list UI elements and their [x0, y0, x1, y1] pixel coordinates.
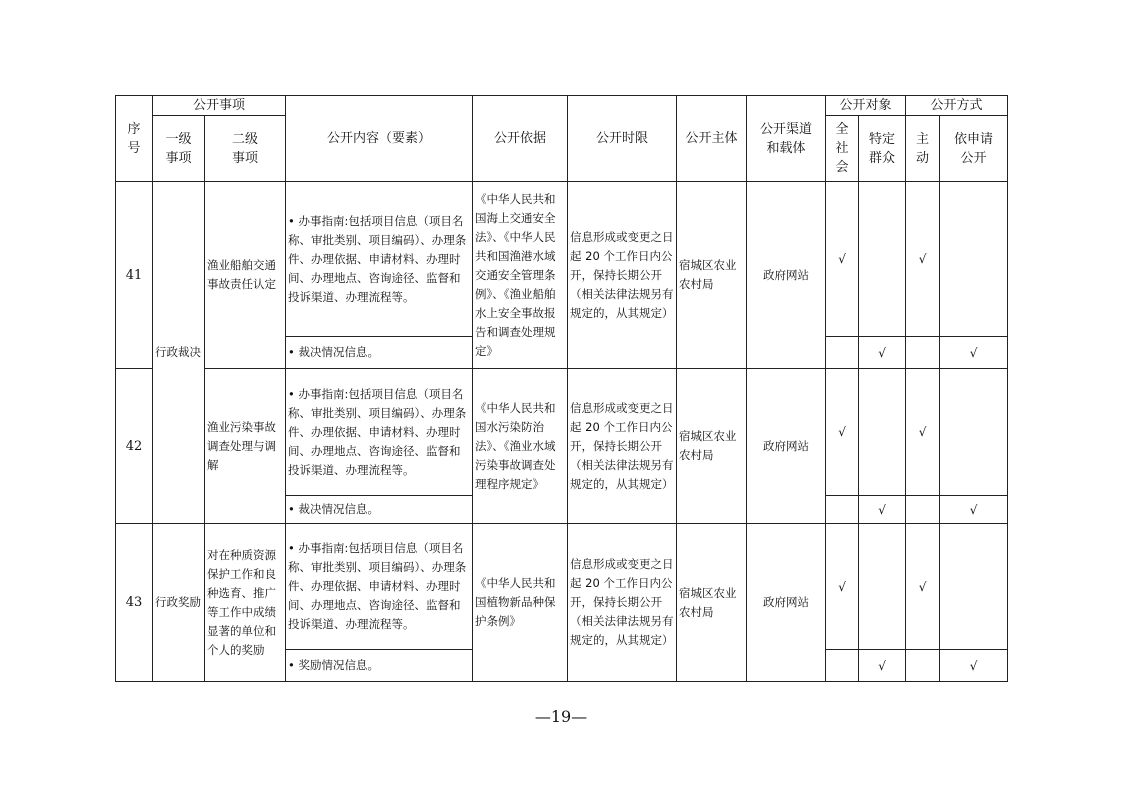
- row-basis: 《中华人民共和国植物新品种保护条例》: [473, 524, 568, 682]
- row-seq: 41: [116, 182, 153, 369]
- row-time-limit: 信息形成或变更之日起 20 个工作日内公开，保持长期公开（相关法律法规另有规定的，从其规定）: [568, 182, 677, 369]
- check-mark: √: [906, 524, 940, 650]
- header-content: 公开内容（要素）: [286, 96, 473, 182]
- row-guide: • 办事指南:包括项目信息（项目名称、审批类别、项目编码）、办理条件、办理依据、申请材料、办理时间、办理地点、咨询途径、监督和投诉渠道、办理流程等。: [286, 524, 473, 650]
- page-number: —19—: [534, 707, 588, 726]
- row-channel: 政府网站: [747, 369, 826, 524]
- header-seq: 序号: [116, 96, 153, 182]
- row-level1: 行政裁决: [153, 182, 205, 524]
- check-mark: √: [906, 369, 940, 496]
- header-level2: 二级事项: [205, 116, 286, 182]
- empty-cell: [906, 337, 940, 369]
- row-subject: 宿城区农业农村局: [677, 182, 747, 369]
- row-basis: 《中华人民共和国水污染防治法》、《渔业水域污染事故调查处理程序规定》: [473, 369, 568, 524]
- row-level1: 行政奖励: [153, 524, 205, 682]
- row-subject: 宿城区农业农村局: [677, 524, 747, 682]
- check-mark: √: [859, 650, 906, 682]
- empty-cell: [826, 650, 859, 682]
- header-items-group: 公开事项: [153, 96, 286, 116]
- empty-cell: [940, 182, 1008, 337]
- header-subject: 公开主体: [677, 96, 747, 182]
- table-row: [116, 182, 1008, 337]
- header-method-active: 主动: [906, 116, 940, 182]
- row-channel: 政府网站: [747, 182, 826, 369]
- row-seq: 43: [116, 524, 153, 682]
- empty-cell: [940, 369, 1008, 496]
- empty-cell: [906, 496, 940, 524]
- header-channel: 公开渠道和载体: [747, 96, 826, 182]
- row-level2: 渔业污染事故调查处理与调解: [205, 369, 286, 524]
- header-level1: 一级事项: [153, 116, 205, 182]
- empty-cell: [859, 524, 906, 650]
- header-row-1: [116, 96, 1008, 116]
- empty-cell: [859, 182, 906, 337]
- header-target-specific: 特定群众: [859, 116, 906, 182]
- table-row: [116, 369, 1008, 496]
- empty-cell: [826, 337, 859, 369]
- row-seq: 42: [116, 369, 153, 524]
- check-mark: √: [906, 182, 940, 337]
- check-mark: √: [940, 496, 1008, 524]
- check-mark: √: [859, 496, 906, 524]
- check-mark: √: [826, 524, 859, 650]
- row-time-limit: 信息形成或变更之日起 20 个工作日内公开，保持长期公开（相关法律法规另有规定的，从其规定）: [568, 524, 677, 682]
- row-channel: 政府网站: [747, 524, 826, 682]
- check-mark: √: [826, 182, 859, 337]
- row-guide: • 办事指南:包括项目信息（项目名称、审批类别、项目编码）、办理条件、办理依据、申请材料、办理时间、办理地点、咨询途径、监督和投诉渠道、办理流程等。: [286, 182, 473, 337]
- row-result: • 裁决情况信息。: [286, 337, 473, 369]
- header-method-apply: 依申请公开: [940, 116, 1008, 182]
- empty-cell: [826, 496, 859, 524]
- header-time-limit: 公开时限: [568, 96, 677, 182]
- row-level2: 渔业船舶交通事故责任认定: [205, 182, 286, 369]
- header-method-group: 公开方式: [906, 96, 1008, 116]
- disclosure-table: [115, 95, 1008, 682]
- header-basis: 公开依据: [473, 96, 568, 182]
- row-subject: 宿城区农业农村局: [677, 369, 747, 524]
- table-row: [116, 524, 1008, 650]
- row-level2: 对在种质资源保护工作和良种选育、推广等工作中成绩显著的单位和个人的奖励: [205, 524, 286, 682]
- header-target-group: 公开对象: [826, 96, 906, 116]
- row-guide: • 办事指南:包括项目信息（项目名称、审批类别、项目编码）、办理条件、办理依据、申请材料、办理时间、办理地点、咨询途径、监督和投诉渠道、办理流程等。: [286, 369, 473, 496]
- row-basis: 《中华人民共和国海上交通安全法》、《中华人民共和国渔港水域交通安全管理条例》、《渔业船舶水上安全事故报告和调查处理规定》: [473, 182, 568, 369]
- empty-cell: [859, 369, 906, 496]
- check-mark: √: [826, 369, 859, 496]
- check-mark: √: [940, 650, 1008, 682]
- check-mark: √: [859, 337, 906, 369]
- empty-cell: [940, 524, 1008, 650]
- row-result: • 奖励情况信息。: [286, 650, 473, 682]
- empty-cell: [906, 650, 940, 682]
- row-time-limit: 信息形成或变更之日起 20 个工作日内公开，保持长期公开（相关法律法规另有规定的，从其规定）: [568, 369, 677, 524]
- check-mark: √: [940, 337, 1008, 369]
- row-result: • 裁决情况信息。: [286, 496, 473, 524]
- header-target-all: 全社会: [826, 116, 859, 182]
